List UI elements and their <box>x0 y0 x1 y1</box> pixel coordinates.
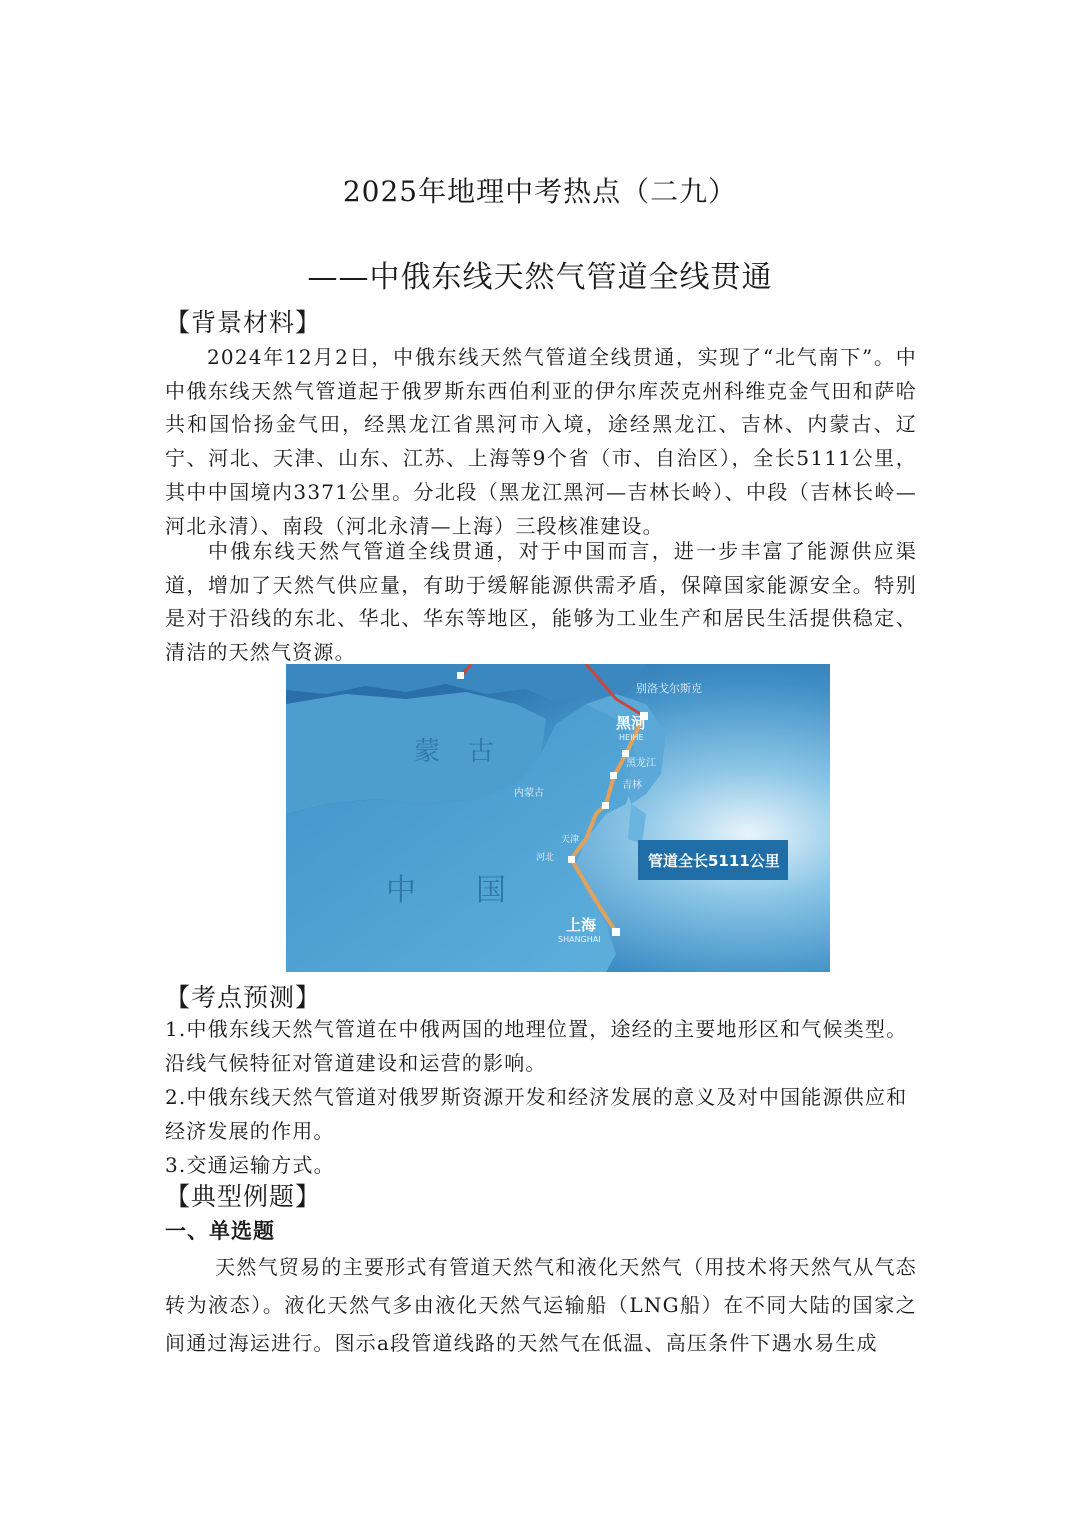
node-start <box>457 672 464 679</box>
node-yongqing <box>568 856 575 863</box>
example-paragraph: 天然气贸易的主要形式有管道天然气和液化天然气（用技术将天然气从气态转为液态）。液化天然气多由液化天然气运输船（LNG船）在不同大陆的国家之间通过海运进行。图示a段管道线路的天然气在低温、高压条件下遇水易生成 <box>165 1255 917 1355</box>
node-shanghai <box>612 928 620 936</box>
label-hebei: 河北 <box>536 853 555 863</box>
forecast-heading: 【考点预测】 <box>165 983 322 1012</box>
label-blagoveshchensk: 别洛戈尔斯克 <box>636 682 702 695</box>
label-shanghai: 上海 <box>566 916 597 934</box>
page-subtitle: ——中俄东线天然气管道全线贯通 <box>307 260 773 295</box>
label-heilongjiang: 黑龙江 <box>626 758 656 769</box>
label-jilin: 吉林 <box>622 780 642 791</box>
node-changling <box>602 802 609 809</box>
forecast-item: 1.中俄东线天然气管道在中俄两国的地理位置，途经的主要地形区和气候类型。沿线气候特征对管道建设和运营的影响。 <box>165 1017 908 1075</box>
label-china: 中国 <box>386 873 566 908</box>
label-heihe-pinyin: HEIHE <box>619 733 644 742</box>
label-heihe: 黑河 <box>616 714 647 732</box>
forecast-item: 2.中俄东线天然气管道对俄罗斯资源开发和经济发展的意义及对中国能源供应和经济发展的作用。 <box>165 1085 908 1143</box>
background-paragraph-2: 中俄东线天然气管道全线贯通，对于中国而言，进一步丰富了能源供应渠道，增加了天然气供应量，有助于缓解能源供需矛盾，保障国家能源安全。特别是对于沿线的东北、华北、华东等地区，能够为工业生产和居民生活提供稳定、清洁的天然气资源。 <box>165 539 917 665</box>
background-paragraph-1: 2024年12月2日，中俄东线天然气管道全线贯通，实现了“北气南下”。中中俄东线天然气管道起于俄罗斯东西伯利亚的伊尔库茨克州科维克金气田和萨哈共和国恰扬金气田，经黑龙江省黑河市入境，途经黑龙江、吉林、内蒙古、辽宁、河北、天津、山东、江苏、上海等9个省（市、自治区），全长5111公里，其中中国境内3371公里。分北段（黑龙江黑河—吉林长岭）、中段（吉林长岭—河北永清）、南段（河北永清—上海）三段核准建设。 <box>165 345 917 538</box>
label-mongolia: 蒙古 <box>414 737 523 767</box>
node-heihe <box>622 750 629 757</box>
pipeline-map <box>286 664 830 972</box>
label-shanghai-pinyin: SHANGHAI <box>558 935 601 944</box>
forecast-list <box>165 1012 917 1182</box>
label-tianjin: 天津 <box>561 835 580 845</box>
single-choice-heading: 一、单选题 <box>165 1219 275 1243</box>
label-neimenggu: 内蒙古 <box>514 788 544 799</box>
callout-text: 管道全长5111公里 <box>648 852 780 870</box>
background-heading: 【背景材料】 <box>165 308 322 337</box>
page-title: 2025年地理中考热点（二九） <box>342 175 738 208</box>
examples-heading: 【典型例题】 <box>165 1182 322 1211</box>
node-jilin <box>610 772 617 779</box>
forecast-item: 3.交通运输方式。 <box>165 1153 335 1177</box>
